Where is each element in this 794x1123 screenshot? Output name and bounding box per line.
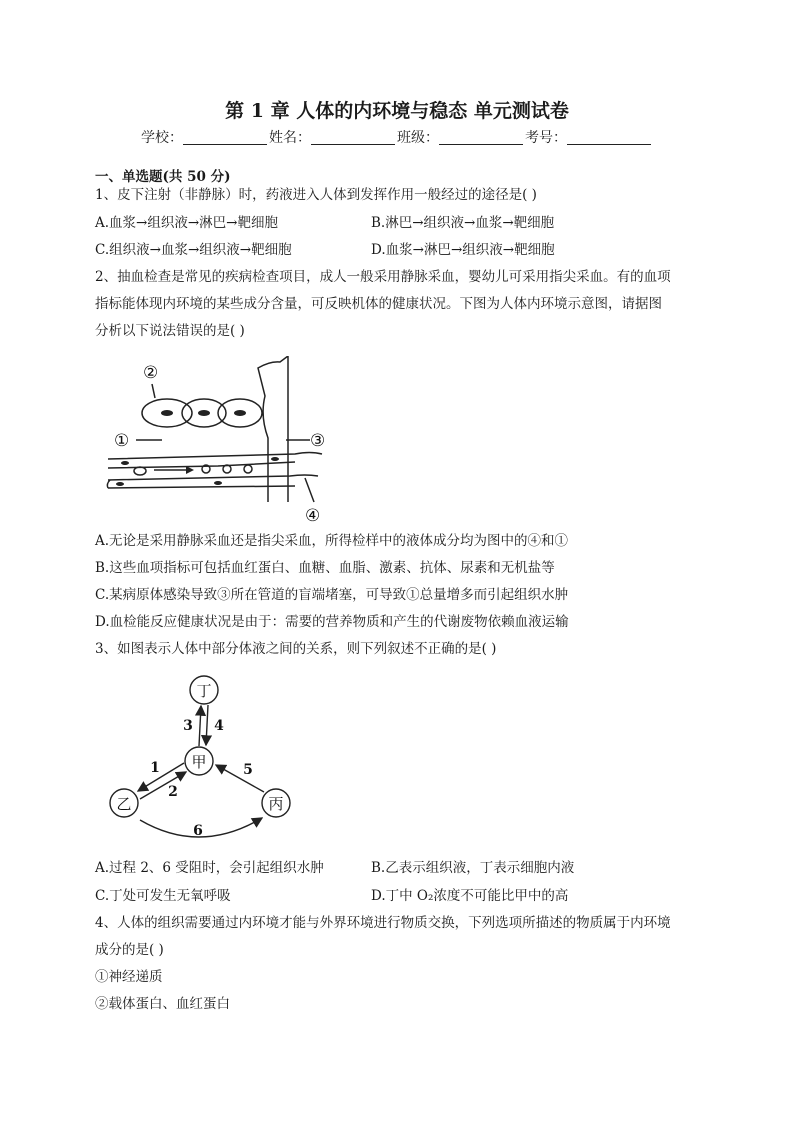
name-blank	[311, 130, 395, 145]
q3-option-a: A.过程 2、6 受阻时，会引起组织水肿	[95, 860, 324, 876]
arrow-3	[199, 706, 201, 746]
q1-option-c: C.组织液→血浆→组织液→靶细胞	[95, 242, 292, 258]
q3-option-c: C.丁处可发生无氧呼吸	[95, 888, 231, 904]
name-label: 姓名：	[269, 130, 311, 146]
q2-stem-line-2: 指标能体现内环境的某些成分含量，可反映机体的健康状况。下图为人体内环境示意图，请据图	[95, 296, 662, 312]
node-ding-label: 丁	[196, 682, 212, 700]
cell-nucleus	[198, 410, 210, 416]
q3-stem: 3、如图表示人体中部分体液之间的关系，则下列叙述不正确的是( )	[95, 641, 497, 657]
q2-stem-line-3: 分析以下说法错误的是( )	[95, 323, 245, 339]
q2-option-d: D.血检能反应健康状况是由于：需要的营养物质和产生的代谢废物依赖血液运输	[95, 614, 569, 630]
page-title: 第 1 章 人体的内环境与稳态 单元测试卷	[225, 100, 569, 122]
cell-nucleus	[234, 410, 246, 416]
q2-stem-line-1: 2、抽血检查是常见的疾病检查项目，成人一般采用静脉采血，婴幼儿可采用指尖采血。有的血项	[95, 269, 671, 285]
arrow-1-label: 1	[150, 760, 160, 776]
q2-option-a: A.无论是采用静脉采血还是指尖采血，所得检样中的液体成分均为图中的④和①	[95, 533, 569, 549]
node-bing-label: 丙	[268, 795, 284, 813]
arrow-6-label: 6	[193, 823, 203, 839]
q3-option-d: D.丁中 O₂浓度不可能比甲中的高	[371, 888, 569, 904]
exam-number-label: 考号：	[525, 130, 567, 146]
school-blank	[183, 130, 267, 145]
lymph-vessel	[258, 356, 288, 502]
figure-label-3: ③	[310, 431, 326, 451]
figure-label-1: ①	[114, 431, 130, 451]
q2-option-c: C.某病原体感染导致③所在管道的盲端堵塞，可导致①总量增多而引起组织水肿	[95, 587, 569, 603]
figure-label-2: ②	[143, 363, 159, 383]
q4-stem-line-1: 4、人体的组织需要通过内环境才能与外界环境进行物质交换，下列选项所描述的物质属于内环境	[95, 915, 671, 931]
class-blank	[439, 130, 523, 145]
arrow-4	[206, 705, 208, 745]
blood-cell	[134, 467, 146, 475]
exam-number-blank	[567, 130, 651, 145]
q2-figure-internal-environment	[100, 356, 340, 526]
q3-figure-body-fluids	[100, 670, 310, 850]
arrow-2-label: 2	[168, 784, 178, 800]
section-title: 一、单选题(共 50 分)	[95, 169, 231, 185]
arrow-4-label: 4	[214, 718, 224, 734]
q1-option-a: A.血浆→组织液→淋巴→靶细胞	[95, 215, 278, 231]
q3-option-b: B.乙表示组织液，丁表示细胞内液	[371, 860, 575, 876]
cell-nucleus	[161, 410, 173, 416]
node-jia-label: 甲	[191, 753, 207, 771]
capillary-upper-wall	[108, 453, 322, 460]
q1-option-b: B.淋巴→组织液→血浆→靶细胞	[371, 215, 555, 231]
node-yi-label: 乙	[116, 795, 132, 813]
figure-label-4: ④	[305, 506, 321, 526]
blood-cell	[244, 465, 252, 473]
arrow-5	[216, 765, 264, 792]
q2-option-b: B.这些血项指标可包括血红蛋白、血糖、血脂、激素、抗体、尿素和无机盐等	[95, 560, 555, 576]
q4-item-2: ②载体蛋白、血红蛋白	[95, 996, 230, 1012]
arrow-3-label: 3	[183, 718, 193, 734]
student-info-line	[0, 127, 794, 147]
arrow-5-label: 5	[243, 762, 253, 778]
school-label: 学校：	[141, 130, 183, 146]
q4-stem-line-2: 成分的是( )	[95, 942, 164, 958]
q1-option-d: D.血浆→淋巴→组织液→靶细胞	[371, 242, 555, 258]
q4-item-1: ①神经递质	[95, 969, 163, 985]
q1-stem: 1、皮下注射（非静脉）时，药液进入人体到发挥作用一般经过的途径是( )	[95, 187, 537, 203]
class-label: 班级：	[397, 130, 439, 146]
